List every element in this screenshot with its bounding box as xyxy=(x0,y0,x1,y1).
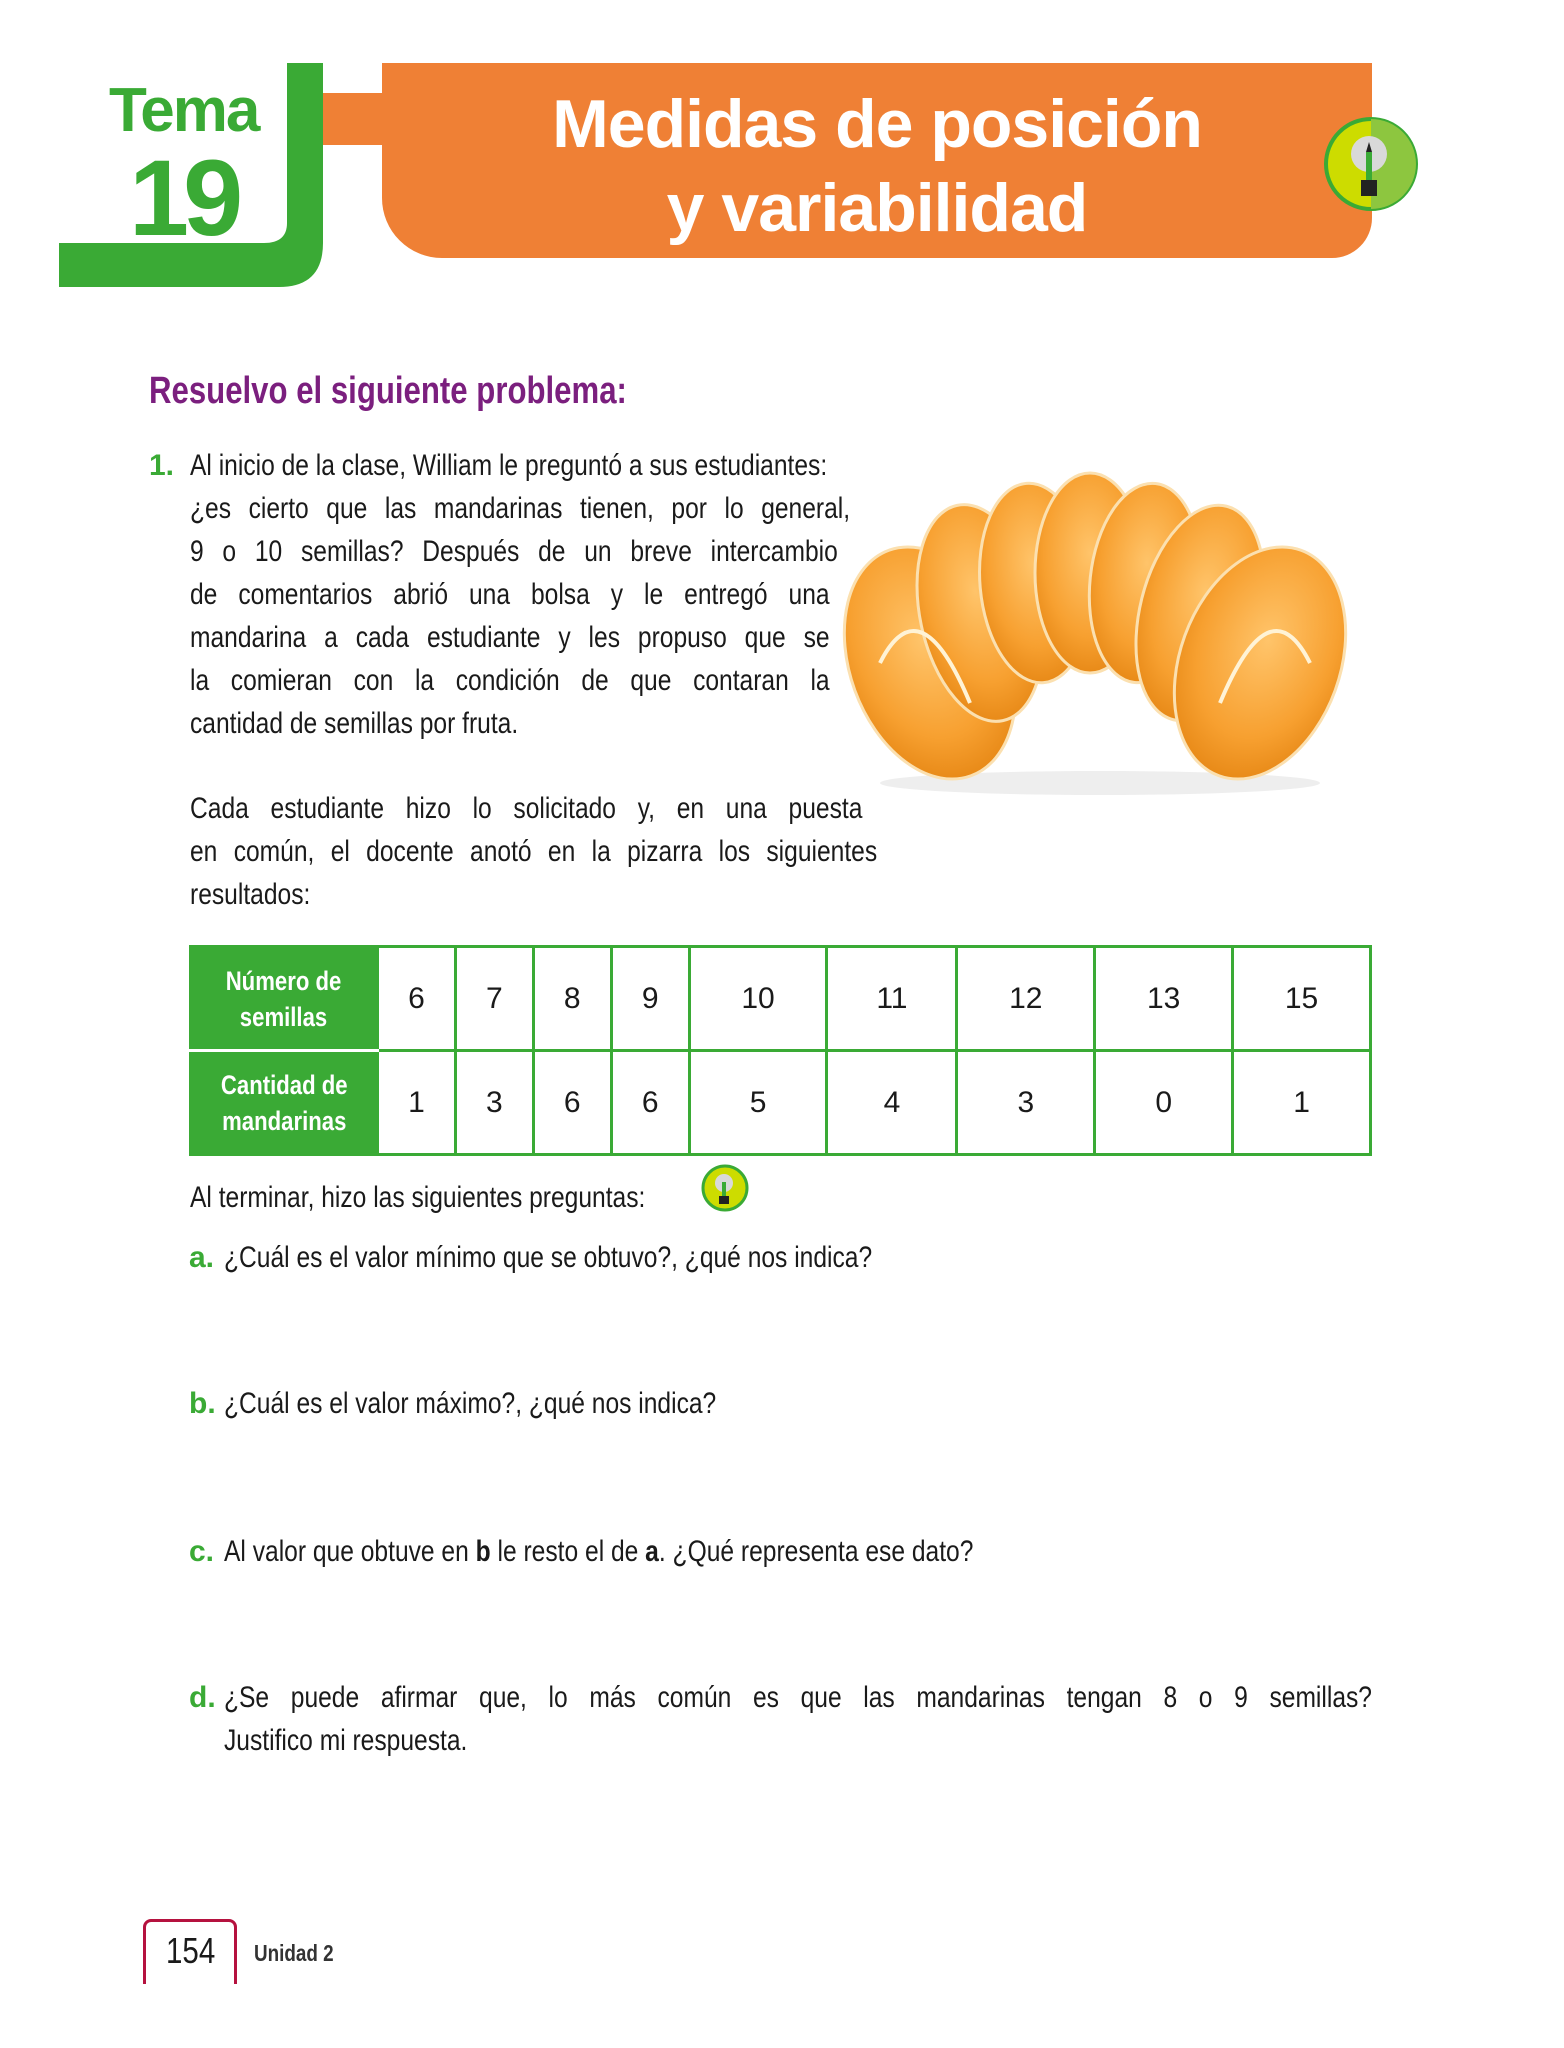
seeds-table xyxy=(189,945,1372,1156)
question-a-letter: a. xyxy=(189,1241,215,1274)
text-line: la comieran con la condición de que contaran la xyxy=(190,664,830,697)
tema-number: 19 xyxy=(129,137,238,258)
table-cell: 7 xyxy=(455,947,533,1051)
table-cell: 3 xyxy=(957,1051,1095,1155)
question-b: ¿Cuál es el valor máximo?, ¿qué nos indica? xyxy=(224,1387,717,1420)
table-row-seeds xyxy=(191,947,1371,1051)
page-title-line2: y variabilidad xyxy=(666,170,1088,246)
text-line: Al inicio de la clase, William le preguntó a sus estudiantes: xyxy=(190,449,828,482)
table-cell: 12 xyxy=(957,947,1095,1051)
table-cell: 6 xyxy=(611,1051,689,1155)
table-cell: 5 xyxy=(689,1051,827,1155)
question-d-letter: d. xyxy=(189,1681,216,1714)
table-cell: 10 xyxy=(689,947,827,1051)
row-header-counts: Cantidad de mandarinas xyxy=(191,1051,378,1155)
question-c-letter: c. xyxy=(189,1535,215,1568)
table-cell: 15 xyxy=(1233,947,1371,1051)
table-cell: 8 xyxy=(533,947,611,1051)
page-number-box xyxy=(143,1919,237,1984)
table-cell: 11 xyxy=(827,947,957,1051)
table-cell: 3 xyxy=(455,1051,533,1155)
text-line: en común, el docente anotó en la pizarra los siguientes xyxy=(190,835,878,868)
table-cell: 4 xyxy=(827,1051,957,1155)
text-line: resultados: xyxy=(190,878,311,911)
title-banner xyxy=(382,63,1372,258)
question-c: Al valor que obtuve en b le resto el de a. ¿Qué representa ese dato? xyxy=(224,1535,974,1568)
section-heading: Resuelvo el siguiente problema: xyxy=(149,370,627,412)
text-line: Cada estudiante hizo lo solicitado y, en una puesta xyxy=(190,792,863,825)
row-header-seeds: Número de semillas xyxy=(191,947,378,1051)
text-line: 9 o 10 semillas? Después de un breve intercambio xyxy=(190,535,838,568)
page-title-line1: Medidas de posición xyxy=(552,86,1202,162)
problem-number: 1. xyxy=(149,449,175,482)
lightbulb-pencil-icon xyxy=(1323,116,1419,212)
unit-label: Unidad 2 xyxy=(254,1940,334,1966)
questions-intro: Al terminar, hizo las siguientes preguntas: xyxy=(190,1181,646,1214)
table-cell: 1 xyxy=(378,1051,456,1155)
table-cell: 9 xyxy=(611,947,689,1051)
tema-label: Tema xyxy=(109,76,259,145)
problem-paragraph-2 xyxy=(190,787,877,916)
text-line: ¿es cierto que las mandarinas tienen, por lo general, xyxy=(190,492,851,525)
table-cell: 6 xyxy=(378,947,456,1051)
banner-connector xyxy=(323,93,383,145)
text-line: mandarina a cada estudiante y les propuso que se xyxy=(190,621,830,654)
table-cell: 0 xyxy=(1095,1051,1233,1155)
lightbulb-pencil-icon xyxy=(700,1163,750,1213)
problem-paragraph-1 xyxy=(190,444,877,745)
table-cell: 6 xyxy=(533,1051,611,1155)
table-row-counts xyxy=(191,1051,1371,1155)
page-number: 154 xyxy=(166,1930,216,1971)
table-cell: 13 xyxy=(1095,947,1233,1051)
tema-block xyxy=(59,63,323,287)
mandarin-image xyxy=(840,463,1350,798)
text-line: de comentarios abrió una bolsa y le entregó una xyxy=(190,578,830,611)
question-a: ¿Cuál es el valor mínimo que se obtuvo?, ¿qué nos indica? xyxy=(224,1241,873,1274)
table-cell: 1 xyxy=(1233,1051,1371,1155)
question-d: ¿Se puede afirmar que, lo más común es que las mandarinas tengan 8 o 9 semillas? Justifico mi respuesta. xyxy=(224,1681,1372,1757)
question-b-letter: b. xyxy=(189,1387,216,1420)
text-line: cantidad de semillas por fruta. xyxy=(190,707,519,740)
